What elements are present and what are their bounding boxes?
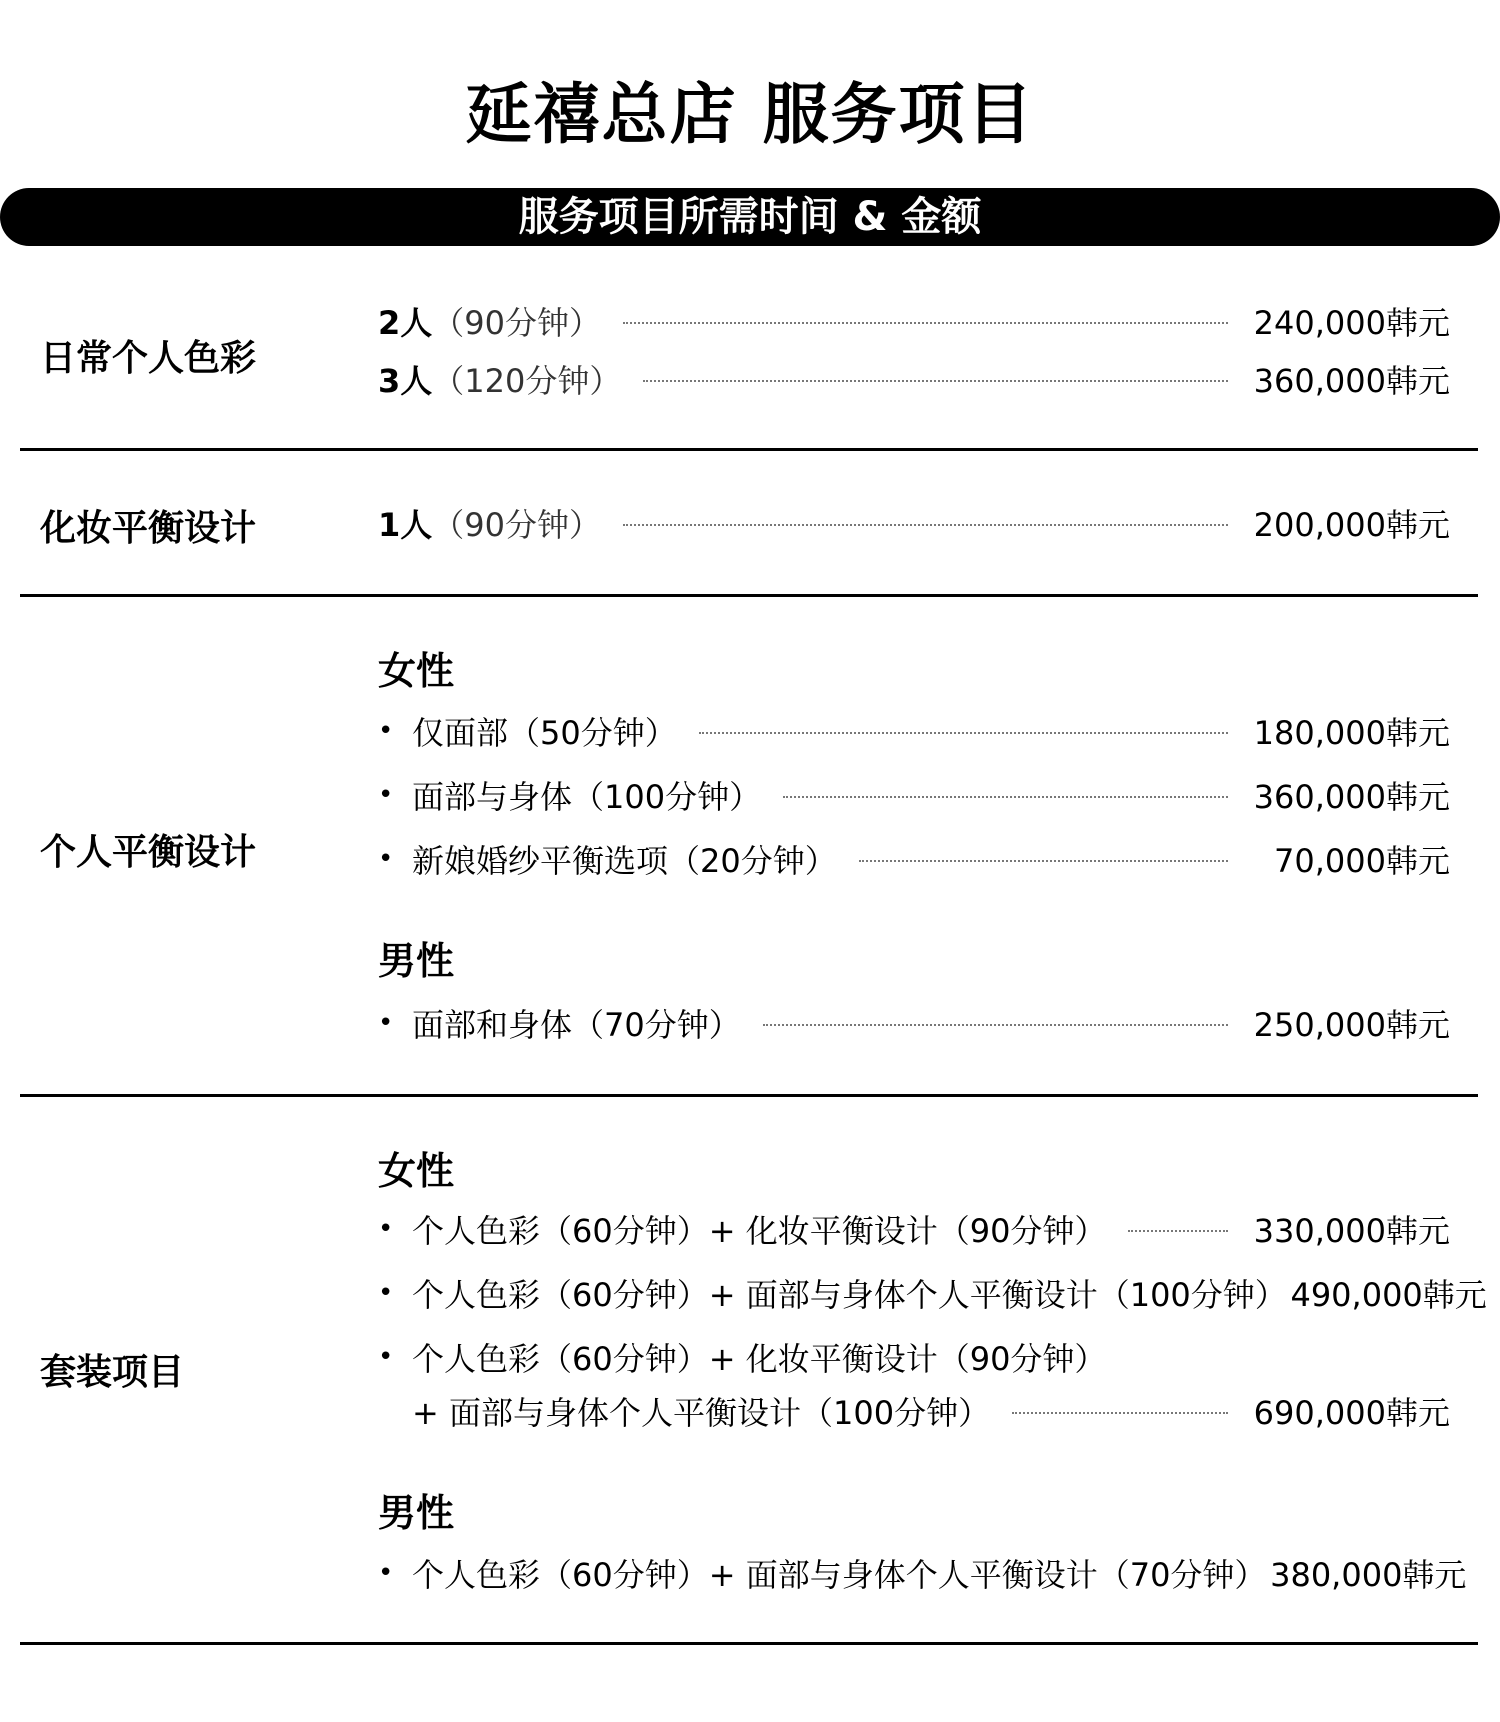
dotted-leader	[1012, 1412, 1228, 1414]
price-row	[378, 772, 1450, 818]
category-makeup-balance: 化妆平衡设计	[40, 508, 257, 549]
price-row	[378, 1270, 1487, 1316]
bullet: •	[378, 780, 394, 810]
bullet: •	[378, 1558, 394, 1588]
item-label: 个人色彩（60分钟）+ 面部与身体个人平衡设计（100分钟）	[412, 1276, 1287, 1314]
price-row	[378, 1388, 1450, 1434]
section-divider	[20, 1094, 1478, 1097]
bullet: •	[378, 716, 394, 746]
people-count: 1人	[378, 506, 433, 544]
item-label: + 面部与身体个人平衡设计（100分钟）	[412, 1394, 991, 1432]
dotted-leader	[623, 322, 1228, 324]
bullet: •	[378, 1342, 394, 1372]
price: 380,000韩元	[1270, 1556, 1467, 1594]
price-row	[378, 356, 1450, 402]
section-divider	[20, 448, 1478, 451]
item-label: 仅面部（50分钟）	[412, 714, 677, 752]
price: 240,000韩元	[1253, 304, 1450, 342]
price-row	[378, 1206, 1450, 1252]
price-row	[378, 708, 1450, 754]
price: 360,000韩元	[1253, 362, 1450, 400]
price: 200,000韩元	[1253, 506, 1450, 544]
item-label: 面部和身体（70分钟）	[412, 1006, 741, 1044]
bullet: •	[378, 1214, 394, 1244]
category-personal-balance: 个人平衡设计	[40, 832, 257, 873]
category-package: 套装项目	[40, 1352, 185, 1393]
dotted-leader	[699, 732, 1228, 734]
price-row	[378, 298, 1450, 344]
price-row	[378, 836, 1450, 882]
price: 250,000韩元	[1253, 1006, 1450, 1044]
duration: （120分钟）	[432, 362, 622, 400]
subhead-female: 女性	[378, 649, 455, 693]
price: 70,000韩元	[1274, 842, 1450, 880]
price: 360,000韩元	[1253, 778, 1450, 816]
section-divider	[20, 1642, 1478, 1645]
bullet: •	[378, 1008, 394, 1038]
price: 490,000韩元	[1290, 1276, 1487, 1314]
bullet: •	[378, 844, 394, 874]
bullet: •	[378, 1278, 394, 1308]
item-label: 面部与身体（100分钟）	[412, 778, 762, 816]
people-count: 2人	[378, 304, 433, 342]
dotted-leader	[623, 524, 1228, 526]
price-row	[378, 500, 1450, 546]
section-banner: 服务项目所需时间 & 金额	[0, 188, 1500, 246]
item-label: 个人色彩（60分钟）+ 面部与身体个人平衡设计（70分钟）	[412, 1556, 1267, 1594]
dotted-leader	[763, 1024, 1228, 1026]
dotted-leader	[859, 860, 1228, 862]
people-count: 3人	[378, 362, 433, 400]
item-label: 个人色彩（60分钟）+ 化妆平衡设计（90分钟）	[412, 1340, 1107, 1378]
item-label: 新娘婚纱平衡选项（20分钟）	[412, 842, 837, 880]
dotted-leader	[783, 796, 1228, 798]
dotted-leader	[643, 380, 1228, 382]
price-row	[378, 1334, 1450, 1380]
subhead-female: 女性	[378, 1149, 455, 1193]
category-daily-color: 日常个人色彩	[40, 338, 257, 379]
dotted-leader	[1128, 1230, 1228, 1232]
page-title: 延禧总店 服务项目	[465, 76, 1035, 153]
price: 330,000韩元	[1253, 1212, 1450, 1250]
price-row	[378, 1000, 1450, 1046]
price-row	[378, 1550, 1467, 1596]
section-divider	[20, 594, 1478, 597]
price: 690,000韩元	[1253, 1394, 1450, 1432]
item-label: 个人色彩（60分钟）+ 化妆平衡设计（90分钟）	[412, 1212, 1107, 1250]
subhead-male: 男性	[378, 1491, 455, 1535]
price: 180,000韩元	[1253, 714, 1450, 752]
duration: （90分钟）	[432, 304, 602, 342]
duration: （90分钟）	[432, 506, 602, 544]
subhead-male: 男性	[378, 939, 455, 983]
